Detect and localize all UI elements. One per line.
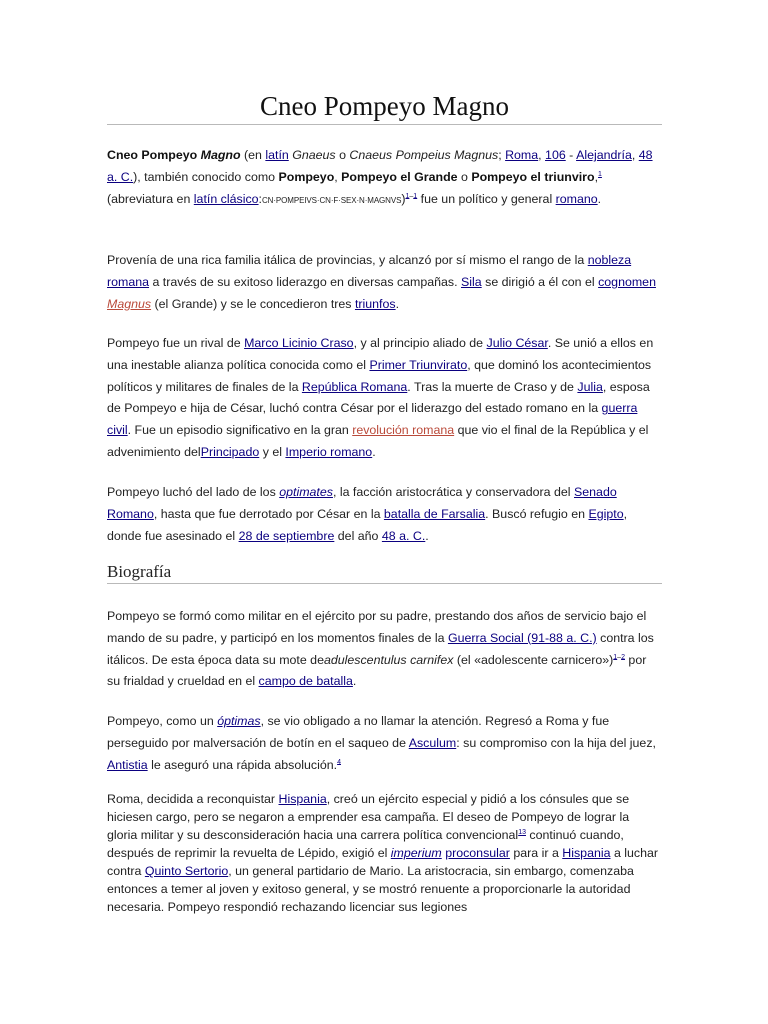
italic-text: Gnaeus xyxy=(292,148,336,162)
link-quinto-sertorio[interactable]: Quinto Sertorio xyxy=(144,864,229,878)
link-julio-cesar[interactable]: Julio César xyxy=(486,336,548,350)
link-triunfos[interactable]: triunfos xyxy=(354,296,396,311)
footnote-ref[interactable]: 13 xyxy=(518,828,526,836)
link-egipto[interactable]: Egipto xyxy=(588,506,624,521)
link-latin-clasico[interactable]: latín clásico xyxy=(193,191,259,206)
link-nobleza-romana[interactable]: nobleza romana xyxy=(107,253,632,289)
link-optimates[interactable]: optimates xyxy=(279,485,333,499)
page-title: Cneo Pompeyo Magno xyxy=(107,88,662,125)
link-principado[interactable]: Principado xyxy=(200,444,260,459)
paragraph-optimates: Pompeyo luchó del lado de los optimates, la facción aristocrática y conservadora del Senado Romano, hasta que fue derrotado por César en la batalla de Farsalia. Buscó refugio en Egipto, donde fue asesinado el 28 de septiembre del año 48 a. C.. xyxy=(107,485,628,543)
link-48-ac[interactable]: 48 a. C. xyxy=(381,528,426,543)
link-asculum[interactable]: Asculum xyxy=(408,735,457,750)
link-senado-romano[interactable]: Senado Romano xyxy=(107,485,617,521)
link-imperium[interactable]: imperium xyxy=(390,846,442,860)
link-hispania[interactable]: Hispania xyxy=(562,846,611,860)
link-hispania[interactable]: Hispania xyxy=(278,792,327,806)
link-proconsular[interactable]: proconsular xyxy=(445,846,510,860)
link-antistia[interactable]: Antistia xyxy=(107,757,148,772)
link-106[interactable]: 106 xyxy=(545,148,566,162)
bold-text: Pompeyo el triunviro xyxy=(471,169,595,184)
link-alejandria[interactable]: Alejandría xyxy=(576,148,632,162)
footnote-ref[interactable]: 1 xyxy=(405,192,410,200)
bold-text: Pompeyo el Grande xyxy=(341,169,458,184)
link-primer-triunvirato[interactable]: Primer Triunvirato xyxy=(369,357,468,372)
paragraph-triunvirato: Pompeyo fue un rival de Marco Licinio Craso, y al principio aliado de Julio César. Se unió a ellos en una inestable alianza política conocida como el Primer Triunvirato, que dominó los acontecimientos políticos y militares de finales de la República Romana. Tras la muerte de Craso y de Julia, esposa de Pompeyo e hija de César, luchó contra César por el liderazgo del estado romano en la guerra civil. Fue un episodio significativo en la gran revolución romana que vio el final de la República y el advenimiento delPrincipado y el Imperio romano. xyxy=(107,336,654,459)
footnote-ref[interactable]: 1 xyxy=(613,653,618,661)
italic-text: Cnaeus Pompeius Magnus xyxy=(349,148,499,162)
link-magnus[interactable]: Magnus xyxy=(107,296,152,311)
footnote-ref[interactable]: 1 xyxy=(413,192,418,200)
paragraph-formacion: Pompeyo se formó como militar en el ejército por su padre, prestando dos años de servicio bajo el mando de su padre, y participó en los momentos finales de la Guerra Social (91-88 a. C.) contra los itálicos. De esta época data su mote deadulescentulus carnifex (el «adolescente carnicero»)$^{1-2}$ por su frialdad y crueldad en el campo de batalla. xyxy=(107,609,654,689)
link-imperio-romano[interactable]: Imperio romano xyxy=(285,444,373,459)
link-guerra-civil[interactable]: guerra civil xyxy=(107,401,638,438)
link-cognomen[interactable]: cognomen xyxy=(598,274,656,289)
link-guerra-social[interactable]: Guerra Social (91-88 a. C.) xyxy=(447,630,597,645)
footnote-ref[interactable]: 1 xyxy=(598,170,602,178)
paragraph-origen: Provenía de una rica familia itálica de provincias, y alcanzó por sí mismo el rango de la nobleza romana a través de su exitoso liderazgo en diversas campañas. Sila se dirigió a él con el cognomen Magnus (el Grande) y se le concedieron tres triunfos. xyxy=(107,253,656,311)
footnote-ref[interactable]: 2 xyxy=(621,653,625,661)
link-campo-de-batalla[interactable]: campo de batalla xyxy=(258,674,353,689)
link-optimas[interactable]: óptimas xyxy=(217,714,261,728)
intro-paragraph: Cneo Pompeyo Magno (en latín Gnaeus o Cnaeus Pompeius Magnus; Roma, 106 - Alejandría, 48 a. C.), también conocido como Pompeyo, Pompeyo el Grande o Pompeyo el triunviro,$^1$ (abreviatura en latín clásico:CN·POMPEIVS·CN·F·SEX·N·MAGNVS)$^{1-1}$ fue un político y general romano. xyxy=(107,148,653,206)
footnote-ref[interactable]: 4 xyxy=(337,758,341,766)
link-sila[interactable]: Sila xyxy=(461,274,482,289)
latin-abbreviation: CN·POMPEIVS·CN·F·SEX·N·MAGNVS xyxy=(262,195,402,205)
link-marco-licinio-craso[interactable]: Marco Licinio Craso xyxy=(244,336,354,350)
paragraph-hispania: Roma, decidida a reconquistar Hispania, creó un ejército especial y pidió a los cónsules que se hiciesen cargo, pero se negaron a emprender esa campaña. El deseo de Pompeyo de lograr la gloria militar y su desconsideración hacia una carrera política convencional$^{13}$ continuó cuando, después de reprimir la revuelta de Lépido, exigió el imperium proconsular para ir a Hispania a luchar contra Quinto Sertorio, un general partidario de Mario. La aristocracia, sin embargo, comenzaba entonces a temer al joven y exitoso general, y se mostró renuente a proporcionarle la autoridad necesaria. Pompeyo respondió rechazando licenciar sus legiones xyxy=(107,792,659,914)
link-48-ac[interactable]: 48 a. C. xyxy=(107,148,653,184)
section-heading-biografia: Biografía xyxy=(107,561,662,584)
link-romano[interactable]: romano xyxy=(555,191,598,206)
link-julia[interactable]: Julia xyxy=(577,379,603,394)
link-28-de-septiembre[interactable]: 28 de septiembre xyxy=(238,528,335,543)
italic-text: adulescentulus carnifex xyxy=(323,652,454,667)
paragraph-optimas: Pompeyo, como un óptimas, se vio obligado a no llamar la atención. Regresó a Roma y fue perseguido por malversación de botín en el saqueo de Asculum: su compromiso con la hija del juez, Antistia le aseguró una rápida absolución.$^4$ xyxy=(107,714,656,772)
bold-text: Pompeyo xyxy=(278,169,335,184)
link-batalla-de-farsalia[interactable]: batalla de Farsalia xyxy=(383,506,486,521)
link-republica-romana[interactable]: República Romana xyxy=(301,379,408,394)
bold-text: Cneo Pompeyo Magno xyxy=(107,148,241,162)
link-revolucion-romana[interactable]: revolución romana xyxy=(352,423,455,438)
link-roma[interactable]: Roma xyxy=(505,148,539,162)
link-latin[interactable]: latín xyxy=(265,148,289,162)
